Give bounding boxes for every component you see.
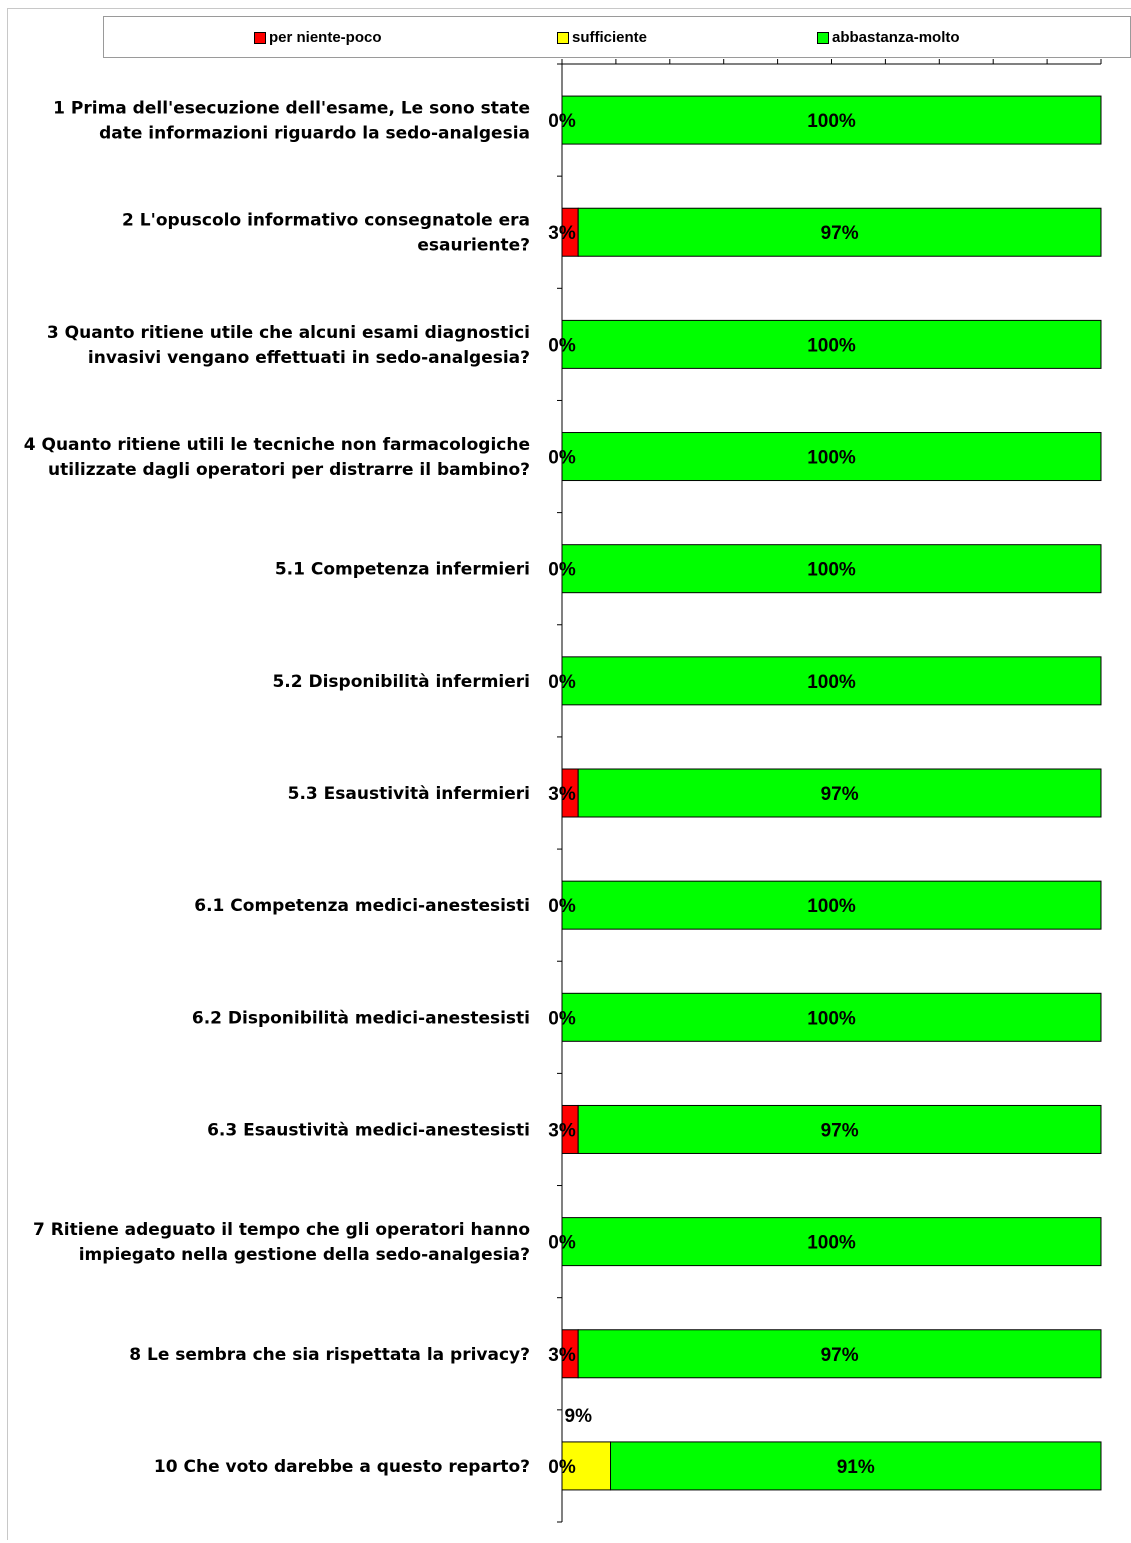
category-label: esauriente? xyxy=(417,235,530,256)
data-label: 100% xyxy=(807,447,856,469)
data-label: 3% xyxy=(548,1344,576,1366)
data-label: 100% xyxy=(807,111,856,133)
category-label: 7 Ritiene adeguato il tempo che gli operatori hanno xyxy=(32,1220,530,1241)
category-label: 4 Quanto ritiene utili le tecniche non farmacologiche xyxy=(23,435,530,456)
data-label: 100% xyxy=(807,896,856,918)
data-label: 3% xyxy=(548,1120,576,1142)
category-label: 1 Prima dell'esecuzione dell'esame, Le sono state xyxy=(53,98,530,119)
category-label: 6.3 Esaustività medici-anestesisti xyxy=(207,1120,530,1141)
data-label: 0% xyxy=(548,896,576,918)
data-label: 100% xyxy=(807,1232,856,1254)
category-label: 5.1 Competenza infermieri xyxy=(274,559,530,580)
category-label: 6.2 Disponibilità medici-anestesisti xyxy=(191,1008,530,1029)
data-label: 3% xyxy=(548,223,576,245)
data-label: 0% xyxy=(548,671,576,693)
category-label: 3 Quanto ritiene utile che alcuni esami diagnostici xyxy=(46,322,530,343)
data-label: 91% xyxy=(836,1456,875,1478)
data-label: 97% xyxy=(820,223,859,245)
data-label: 100% xyxy=(807,559,856,581)
category-label: utilizzate dagli operatori per distrarre il bambino? xyxy=(48,460,530,481)
legend-label: abbastanza-molto xyxy=(832,29,960,46)
category-label: 10 Che voto darebbe a questo reparto? xyxy=(153,1456,530,1477)
category-label: invasivi vengano effettuati in sedo-analgesia? xyxy=(87,347,530,368)
data-label: 0% xyxy=(548,335,576,357)
data-label: 100% xyxy=(807,335,856,357)
category-label: 8 Le sembra che sia rispettata la privacy? xyxy=(129,1344,530,1365)
category-label: 6.1 Competenza medici-anestesisti xyxy=(194,896,530,917)
data-label: 97% xyxy=(820,784,859,805)
data-label: 0% xyxy=(548,1456,576,1478)
category-label: date informazioni riguardo la sedo-analgesia xyxy=(99,123,530,144)
data-label: 97% xyxy=(820,1344,859,1366)
data-label: 0% xyxy=(548,1008,576,1030)
legend-label: per niente-poco xyxy=(269,29,382,46)
data-label: 0% xyxy=(548,559,576,581)
data-label: 100% xyxy=(807,671,856,693)
data-label: 0% xyxy=(548,447,576,469)
data-label: 3% xyxy=(548,784,576,805)
data-label: 9% xyxy=(564,1405,592,1427)
category-label: 5.3 Esaustività infermieri xyxy=(287,784,530,804)
data-label: 0% xyxy=(548,111,576,133)
category-label: 2 L'opuscolo informativo consegnatole era xyxy=(122,210,530,231)
legend-label: sufficiente xyxy=(572,29,648,46)
category-label: impiegato nella gestione della sedo-analgesia? xyxy=(78,1245,530,1266)
data-label: 100% xyxy=(807,1008,856,1030)
category-label: 5.2 Disponibilità infermieri xyxy=(272,671,530,692)
data-label: 97% xyxy=(820,1120,859,1142)
data-label: 0% xyxy=(548,1232,576,1254)
